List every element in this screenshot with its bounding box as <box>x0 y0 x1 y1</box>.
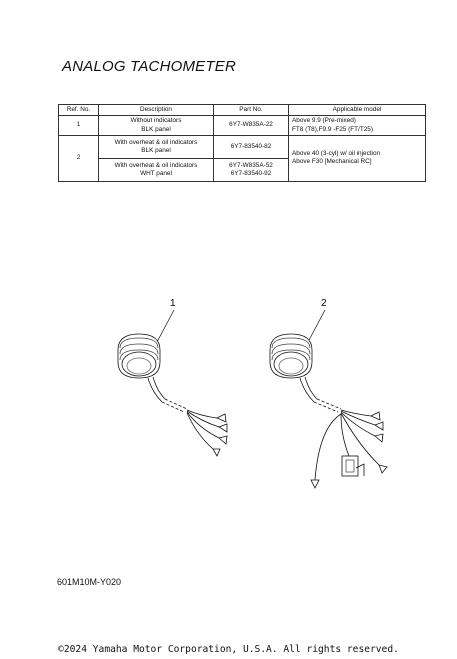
callout-2-label: 2 <box>321 298 327 309</box>
row2-model-line2: Above F30 [Mechanical RC] <box>292 158 372 166</box>
row1-model <box>289 116 426 136</box>
row2b-part-no <box>214 158 289 181</box>
row1-ref: 1 <box>59 116 99 136</box>
header-applicable-model: Applicable model <box>289 105 426 116</box>
callout-1-label: 1 <box>170 298 176 309</box>
table-header-row <box>59 105 426 116</box>
page-title: ANALOG TACHOMETER <box>62 58 236 75</box>
row2-model-line1: Above 40 (3-cyl) w/ oil injection <box>292 150 381 158</box>
gauge-1-harness <box>162 402 184 412</box>
callout-2-leader <box>308 310 325 342</box>
gauge-2-cable <box>305 377 317 399</box>
callout-1-leader <box>157 310 174 342</box>
gauge-2-wire <box>315 414 341 480</box>
header-part-no: Part No. <box>214 105 289 116</box>
gauge-1-terminal <box>217 414 226 422</box>
tachometer-1 <box>118 334 227 456</box>
gauge-1-cable <box>153 377 165 399</box>
gauge-2-connector <box>342 456 358 476</box>
gauge-1-cable <box>148 378 162 402</box>
row1-desc-line2: BLK panel <box>141 125 171 133</box>
gauge-2-harness <box>314 402 338 412</box>
gauge-1-wire <box>187 411 219 427</box>
gauge-1-terminal <box>213 449 220 456</box>
row2a-part-no: 6Y7-83540-82 <box>214 135 289 158</box>
row2a-desc-line2: BLK panel <box>141 146 171 154</box>
table-row <box>59 116 426 136</box>
tachometer-illustration <box>0 290 457 520</box>
gauge-1-wire <box>187 413 213 449</box>
row2b-part-line1: 6Y7-W835A-52 <box>229 161 273 169</box>
header-ref-no: Ref. No. <box>59 105 99 116</box>
copyright-notice: ©2024 Yamaha Motor Corporation, U.S.A. All rights reserved. <box>58 644 399 655</box>
table-row <box>59 135 426 158</box>
row1-model-line2: FT8 (T8),F9.9 -F25 (FT/T25) <box>292 125 373 133</box>
parts-table <box>58 104 426 182</box>
header-description: Description <box>99 105 214 116</box>
row2-model <box>289 135 426 181</box>
row2b-description <box>99 158 214 181</box>
row2a-description <box>99 135 214 158</box>
row2b-desc-line2: WHT panel <box>140 169 172 177</box>
gauge-2-terminal <box>311 480 319 488</box>
row2a-desc-line1: With overheat & oil indicators <box>114 138 198 146</box>
row1-description <box>99 116 214 136</box>
gauge-2-terminal <box>375 434 383 442</box>
document-code: 601M10M-Y020 <box>57 577 122 587</box>
gauge-2-terminal <box>371 412 380 420</box>
gauge-2-harness <box>317 399 341 409</box>
gauge-2-cable <box>300 378 314 402</box>
gauge-1-terminal <box>219 436 227 444</box>
tachometer-2 <box>270 334 387 488</box>
gauge-1-harness <box>165 399 187 409</box>
row1-part-no: 6Y7-W835A-22 <box>214 116 289 136</box>
row1-model-line1: Above 9.9 (Pre-mixed) <box>292 117 356 125</box>
row2b-part-line2: 6Y7-83540-92 <box>230 169 272 177</box>
row1-desc-line1: Without indicators <box>130 117 182 125</box>
row2b-desc-line1: With overheat & oil indicators <box>114 161 198 169</box>
gauge-2-terminal <box>379 465 387 473</box>
gauge-1-terminal <box>219 424 227 432</box>
gauge-2-wire <box>341 411 375 425</box>
gauge-2-terminal <box>375 422 383 430</box>
row2-ref: 2 <box>59 135 99 181</box>
